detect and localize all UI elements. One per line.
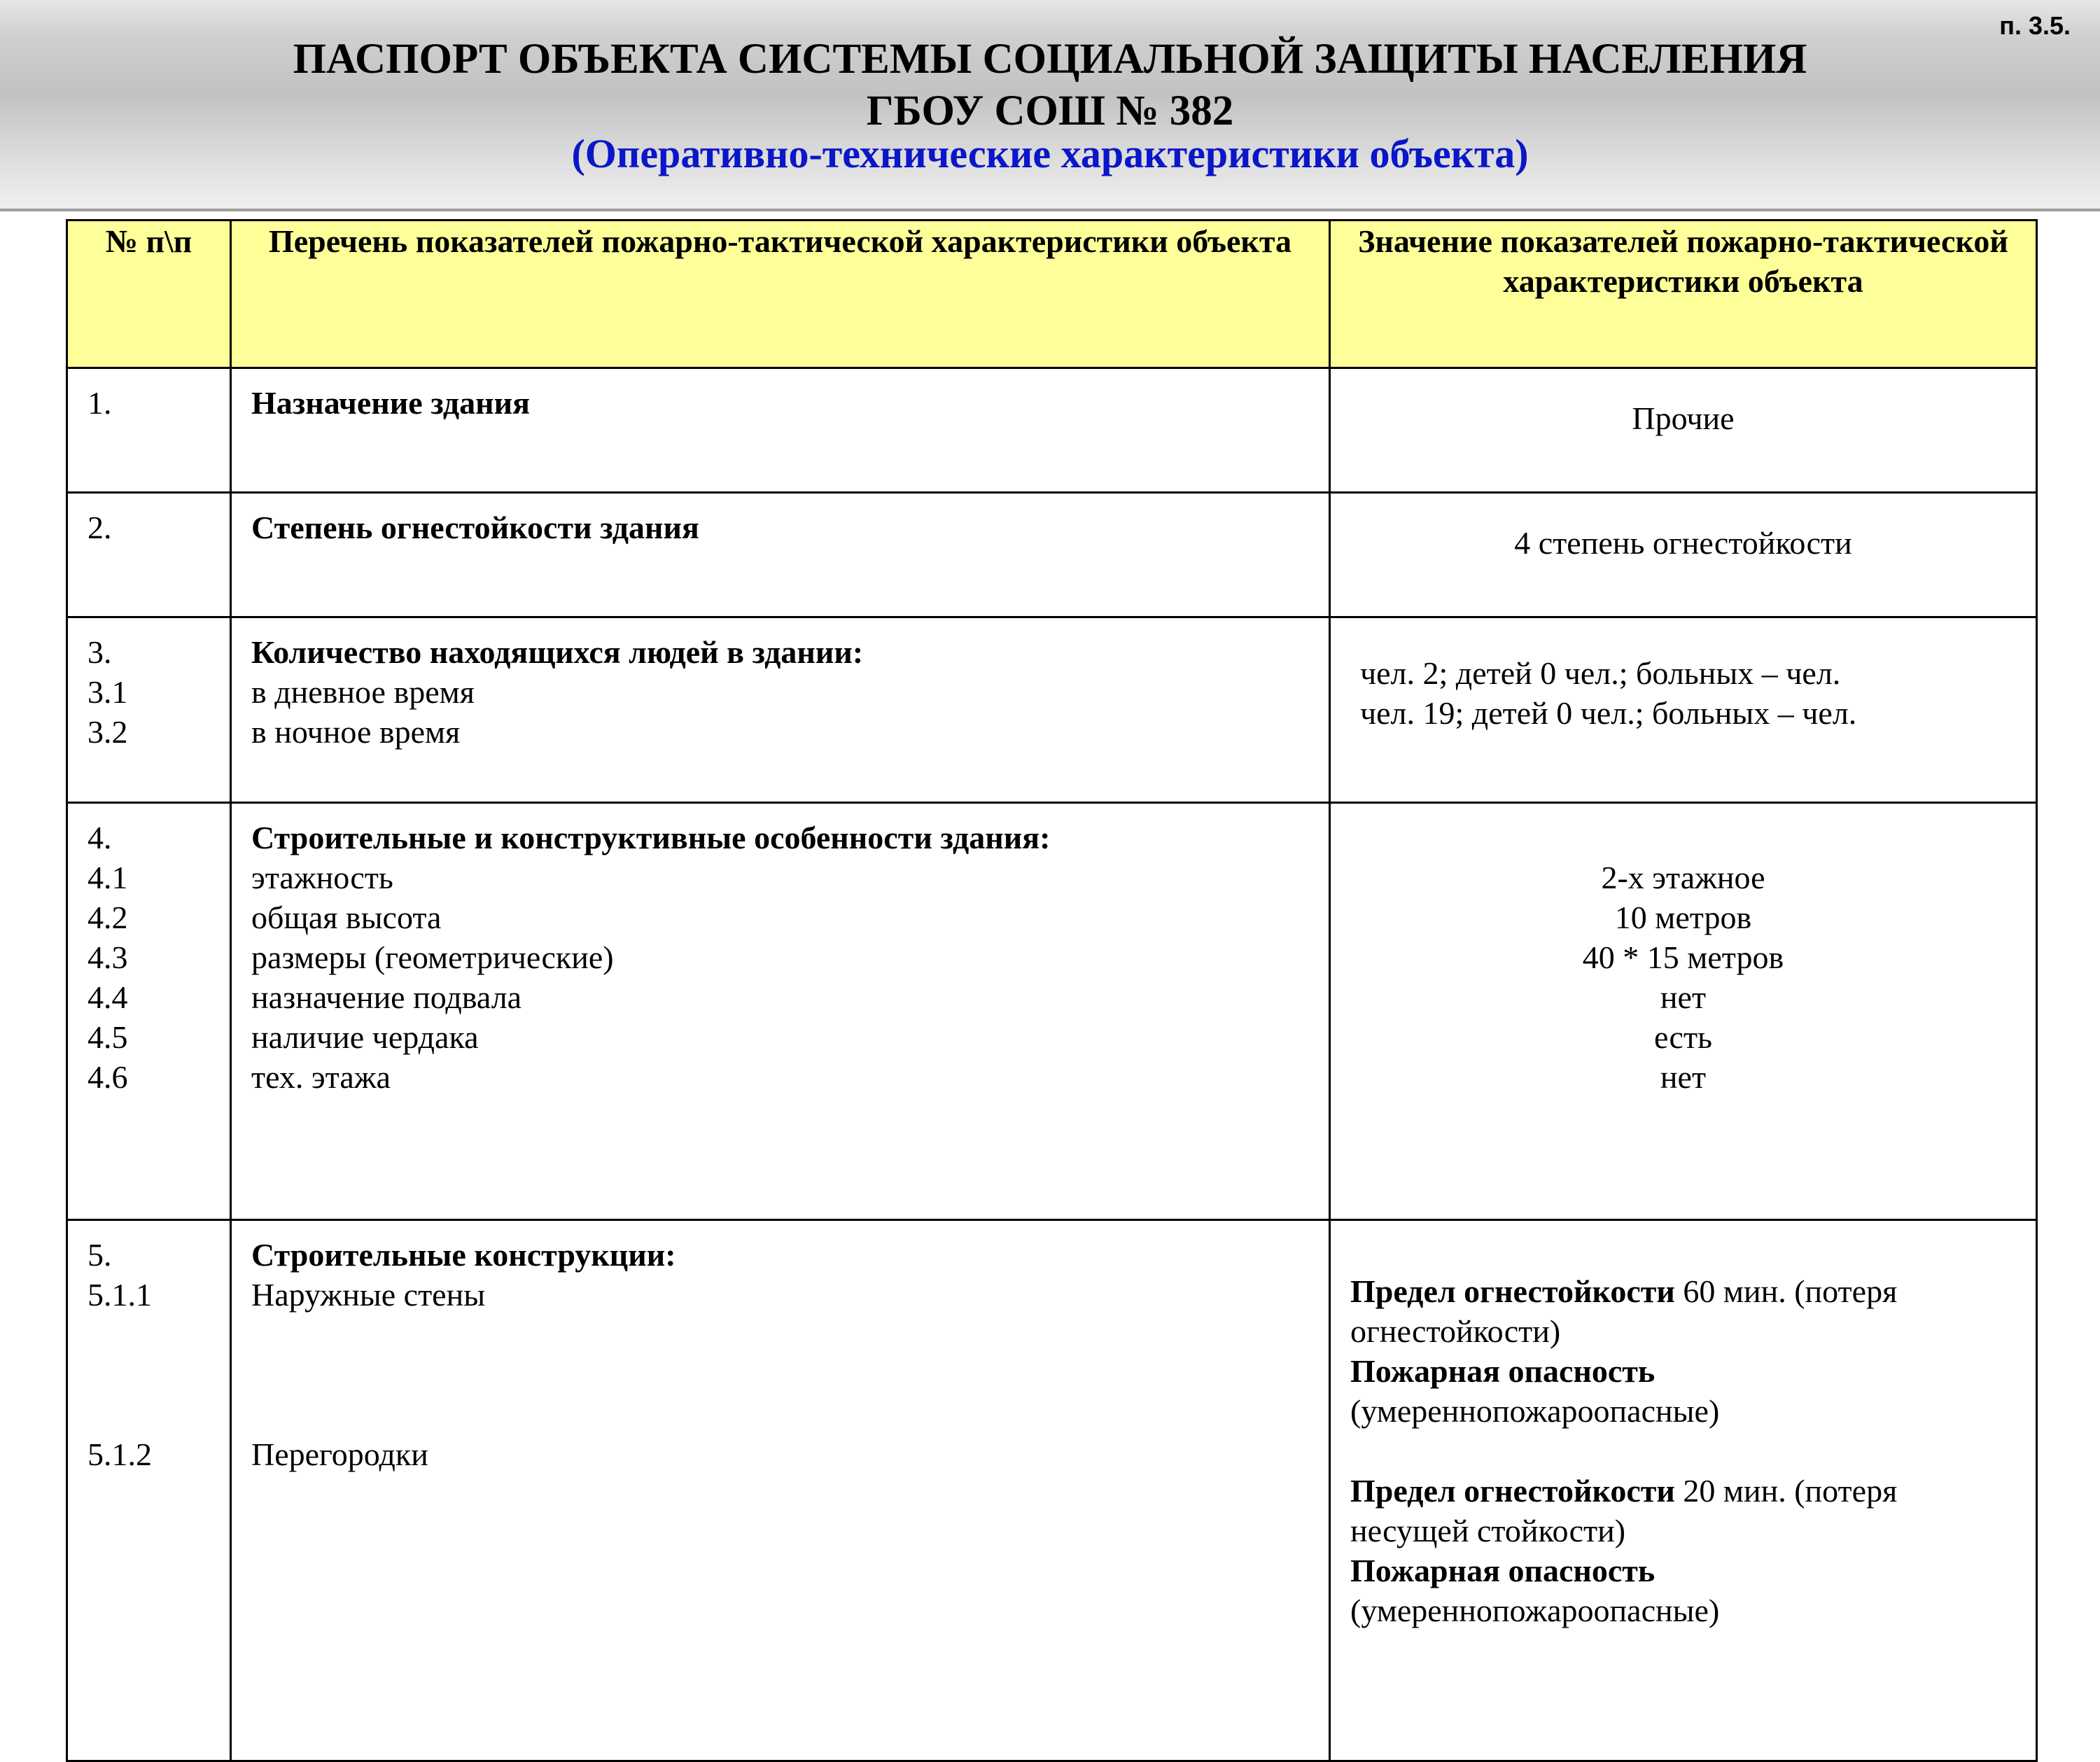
organization-title: ГБОУ СОШ № 382 bbox=[866, 88, 1234, 134]
row-subnumber: 4.6 bbox=[88, 1059, 128, 1095]
row-number: 2. bbox=[88, 510, 112, 545]
hazard-value: (умереннопожароопасные) bbox=[1350, 1393, 1720, 1429]
page-title: ПАСПОРТ ОБЪЕКТА СИСТЕМЫ СОЦИАЛЬНОЙ ЗАЩИТЫ НАСЕЛЕНИЯ bbox=[293, 36, 1807, 83]
indicator-item: этажность bbox=[251, 860, 393, 895]
indicator-value: 2-х этажное bbox=[1601, 860, 1765, 895]
table-row bbox=[67, 368, 2037, 493]
column-header-number: № п\п bbox=[67, 221, 231, 368]
table-row bbox=[67, 493, 2037, 617]
row-number: 4. bbox=[88, 820, 112, 855]
indicator-heading: Количество находящихся людей в здании: bbox=[251, 634, 864, 670]
page-reference: п. 3.5. bbox=[1999, 11, 2071, 40]
indicator-item: Перегородки bbox=[251, 1436, 428, 1472]
indicator-value: 40 * 15 метров bbox=[1582, 939, 1784, 975]
indicator-item: в ночное время bbox=[251, 714, 461, 750]
value-cell bbox=[1330, 368, 2037, 493]
fire-resistance-limit bbox=[1350, 1471, 2022, 1551]
row-number: 3. bbox=[88, 634, 112, 670]
row-number-cell bbox=[67, 493, 231, 617]
indicator-heading: Степень огнестойкости здания bbox=[251, 510, 699, 545]
hazard-label: Пожарная опасность bbox=[1350, 1353, 1656, 1389]
row-subnumber: 4.2 bbox=[88, 900, 128, 935]
value-cell bbox=[1330, 1220, 2037, 1761]
indicator-item: в дневное время bbox=[251, 674, 475, 710]
row-number-cell bbox=[67, 617, 231, 803]
indicator-cell bbox=[231, 368, 1330, 493]
row-number-cell bbox=[67, 368, 231, 493]
table-row bbox=[67, 803, 2037, 1220]
hazard-value: (умереннопожароопасные) bbox=[1350, 1593, 1720, 1628]
passport-table bbox=[66, 219, 2038, 1762]
row-subnumber: 5.1.1 bbox=[88, 1277, 152, 1313]
indicator-item: размеры (геометрические) bbox=[251, 939, 614, 975]
indicator-item: Наружные стены bbox=[251, 1277, 486, 1313]
indicator-item: наличие чердака bbox=[251, 1019, 479, 1055]
table-row bbox=[67, 617, 2037, 803]
page-subtitle: (Оперативно-технические характеристики объекта) bbox=[571, 131, 1529, 176]
column-header-indicators: Перечень показателей пожарно-тактической характеристики объекта bbox=[231, 221, 1330, 368]
indicator-heading: Строительные конструкции: bbox=[251, 1237, 676, 1273]
indicator-cell bbox=[231, 1220, 1330, 1761]
indicator-item: тех. этажа bbox=[251, 1059, 391, 1095]
indicator-item: назначение подвала bbox=[251, 979, 522, 1015]
table-row bbox=[67, 1220, 2037, 1761]
row-subnumber: 4.3 bbox=[88, 939, 128, 975]
indicator-value: Прочие bbox=[1632, 400, 1735, 436]
limit-value: 20 мин. (потеря несущей стойкости) bbox=[1350, 1473, 1898, 1548]
row-number-cell bbox=[67, 1220, 231, 1761]
row-subnumber: 4.4 bbox=[88, 979, 128, 1015]
limit-label: Предел огнестойкости bbox=[1350, 1473, 1675, 1509]
indicator-cell bbox=[231, 617, 1330, 803]
indicator-item: общая высота bbox=[251, 900, 442, 935]
indicator-value: 10 метров bbox=[1614, 900, 1752, 935]
limit-label: Предел огнестойкости bbox=[1350, 1273, 1675, 1309]
fire-resistance-limit bbox=[1350, 1271, 2022, 1351]
value-cell bbox=[1330, 803, 2037, 1220]
indicator-value: есть bbox=[1653, 1019, 1713, 1055]
indicator-value: нет bbox=[1660, 979, 1707, 1015]
row-subnumber: 4.5 bbox=[88, 1019, 128, 1055]
indicator-value: 4 степень огнестойкости bbox=[1514, 525, 1852, 561]
row-subnumber: 5.1.2 bbox=[88, 1436, 152, 1472]
indicator-value: чел. 2; детей 0 чел.; больных – чел. bbox=[1360, 655, 1841, 691]
header-band bbox=[0, 0, 2100, 211]
indicator-value: чел. 19; детей 0 чел.; больных – чел. bbox=[1360, 695, 1857, 731]
row-number-cell bbox=[67, 803, 231, 1220]
indicator-cell bbox=[231, 803, 1330, 1220]
limit-value: 60 мин. (потеря огнестойкости) bbox=[1350, 1273, 1898, 1349]
row-number: 1. bbox=[88, 385, 112, 421]
hazard-label: Пожарная опасность bbox=[1350, 1553, 1656, 1588]
indicator-cell bbox=[231, 493, 1330, 617]
value-cell bbox=[1330, 617, 2037, 803]
table-header-row bbox=[67, 221, 2037, 368]
row-subnumber: 3.1 bbox=[88, 674, 128, 710]
row-subnumber: 4.1 bbox=[88, 860, 128, 895]
column-header-values: Значение показателей пожарно-тактической характеристики объекта bbox=[1330, 221, 2037, 368]
indicator-heading: Назначение здания bbox=[251, 385, 531, 421]
row-subnumber: 3.2 bbox=[88, 714, 128, 750]
indicator-value: нет bbox=[1660, 1059, 1707, 1095]
row-number: 5. bbox=[88, 1237, 112, 1273]
value-cell bbox=[1330, 493, 2037, 617]
indicator-heading: Строительные и конструктивные особенности здания: bbox=[251, 820, 1051, 855]
